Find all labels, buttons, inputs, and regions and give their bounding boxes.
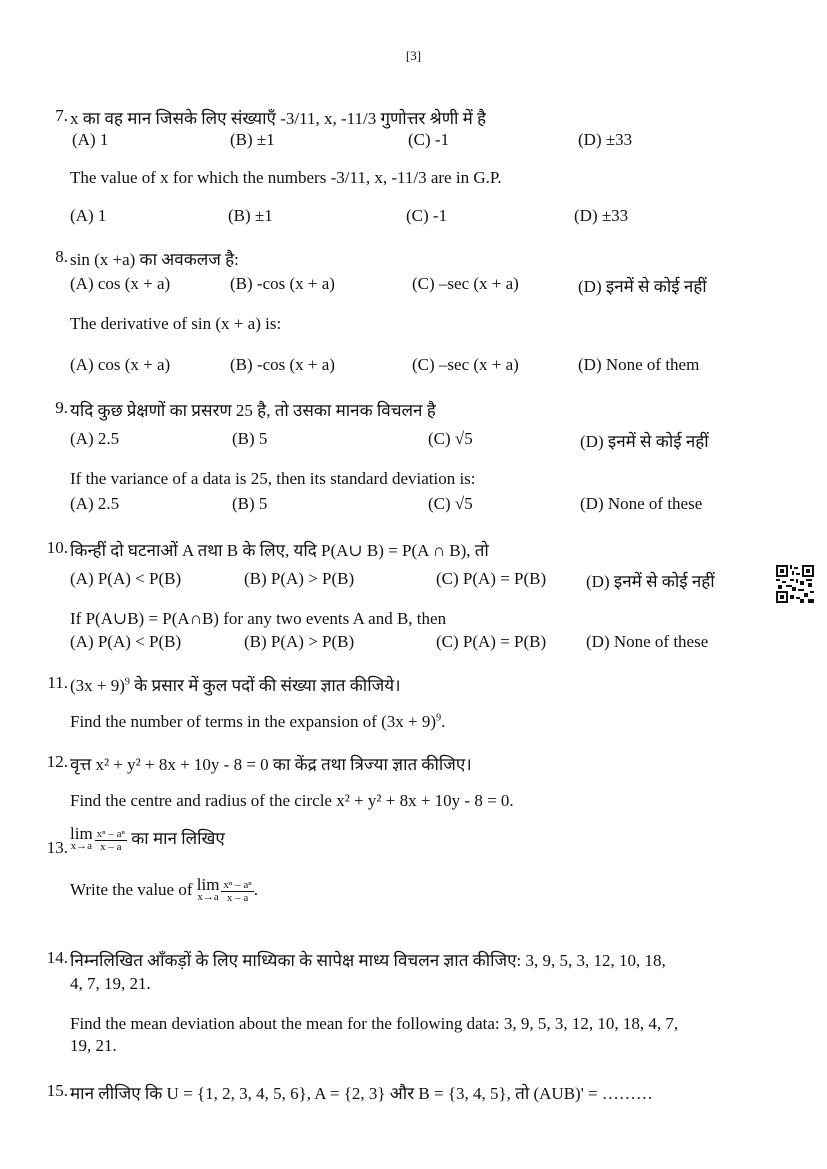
q15-hindi-text: मान लीजिए कि U = {1, 2, 3, 4, 5, 6}, A = {2, 3} और B = {3, 4, 5}, तो (AUB)' = ……… bbox=[70, 1084, 653, 1103]
q9-option-a: (A) 2.5 bbox=[70, 429, 120, 448]
question-number: 10. bbox=[46, 538, 68, 557]
q8-option-a-en: (A) cos (x + a) bbox=[70, 355, 171, 374]
q8-english-text: The derivative of sin (x + a) is: bbox=[70, 314, 282, 333]
q7-option-c: (C) -1 bbox=[408, 130, 450, 149]
q7-option-c-en: (C) -1 bbox=[406, 206, 448, 225]
q14-english-line-1: Find the mean deviation about the mean for the following data: 3, 9, 5, 3, 12, 10, 18, 4, 7, bbox=[70, 1014, 679, 1033]
q7-hindi-text: x का वह मान जिसके लिए संख्याएँ -3/11, x, -11/3 गुणोत्तर श्रेणी में है bbox=[70, 109, 487, 128]
q11-english-text: Find the number of terms in the expansion of $(3x + 9)^9$. bbox=[70, 712, 446, 731]
q12-hindi-text: वृत्त x² + y² + 8x + 10y - 8 = 0 का केंद्र तथा त्रिज्या ज्ञात कीजिए। bbox=[70, 755, 472, 774]
q7-option-d-en: (D) ±33 bbox=[574, 206, 629, 225]
q8-option-b-en: (B) -cos (x + a) bbox=[230, 355, 335, 374]
q9-option-d: (D) इनमें से कोई नहीं bbox=[580, 432, 709, 451]
limit-expression: lim x→a bbox=[70, 824, 93, 853]
q14-hindi-line-2: 4, 7, 19, 21. bbox=[70, 974, 151, 993]
q9-option-c-en: (C) √5 bbox=[428, 494, 473, 513]
q12-english-text: Find the centre and radius of the circle x² + y² + 8x + 10y - 8 = 0. bbox=[70, 791, 514, 810]
fraction: $\frac{\text{xⁿ – aⁿ}}{x - a}$ bbox=[96, 827, 125, 853]
q10-option-a-en: (A) P(A) < P(B) bbox=[70, 632, 182, 651]
question-number: 7. bbox=[55, 106, 68, 125]
q10-option-d: (D) इनमें से कोई नहीं bbox=[586, 572, 715, 591]
fraction: $\frac{\text{xⁿ – aⁿ}}{x - a}$ bbox=[223, 878, 252, 904]
qr-code-icon bbox=[776, 565, 814, 603]
q8-option-d-en: (D) None of them bbox=[578, 355, 700, 374]
q11-hindi-text: $(3x + 9)^9$ के प्रसार में कुल पदों की संख्या ज्ञात कीजिये। bbox=[70, 676, 401, 695]
q9-option-a-en: (A) 2.5 bbox=[70, 494, 120, 513]
question-number: 15. bbox=[46, 1081, 68, 1100]
q8-option-d: (D) इनमें से कोई नहीं bbox=[578, 277, 707, 296]
q8-option-c: (C) –sec (x + a) bbox=[412, 274, 519, 293]
q10-option-c-en: (C) P(A) = P(B) bbox=[436, 632, 547, 651]
q14-hindi-line-1: निम्नलिखित आँकड़ों के लिए माध्यिका के सापेक्ष माध्य विचलन ज्ञात कीजिए: 3, 9, 5, 3, 12, 10, 18, bbox=[70, 951, 666, 970]
question-number: 9. bbox=[55, 398, 68, 417]
q14-english-line-2: 19, 21. bbox=[70, 1036, 117, 1055]
q10-option-a: (A) P(A) < P(B) bbox=[70, 569, 182, 588]
q13-hindi-text: lim x→a $\frac{\text{xⁿ – aⁿ}}{x - a}$ का मान लिखिए bbox=[70, 824, 225, 853]
q10-option-c: (C) P(A) = P(B) bbox=[436, 569, 547, 588]
q7-option-a-en: (A) 1 bbox=[70, 206, 107, 225]
q9-option-b: (B) 5 bbox=[232, 429, 268, 448]
question-number: 14. bbox=[46, 948, 68, 967]
q7-option-a: (A) 1 bbox=[72, 130, 109, 149]
page-number: [3] bbox=[405, 48, 422, 63]
question-number: 13. bbox=[46, 838, 68, 857]
q8-option-b: (B) -cos (x + a) bbox=[230, 274, 335, 293]
q9-option-c: (C) √5 bbox=[428, 429, 473, 448]
q8-option-c-en: (C) –sec (x + a) bbox=[412, 355, 519, 374]
q7-option-b-en: (B) ±1 bbox=[228, 206, 273, 225]
q8-hindi-text: sin (x +a) का अवकलज है: bbox=[70, 250, 239, 269]
q9-hindi-text: यदि कुछ प्रेक्षणों का प्रसरण 25 है, तो उसका मानक विचलन है bbox=[70, 401, 436, 420]
question-number: 8. bbox=[55, 247, 68, 266]
q10-english-text: If P(A∪B) = P(A∩B) for any two events A and B, then bbox=[70, 609, 447, 628]
question-number: 11. bbox=[47, 673, 68, 692]
q7-option-d: (D) ±33 bbox=[578, 130, 633, 149]
limit-expression: lim x→a bbox=[196, 875, 220, 903]
q7-option-b: (B) ±1 bbox=[230, 130, 275, 149]
q13-english-text: Write the value of lim x→a $\frac{\text{xⁿ – aⁿ}}{x - a}$ . bbox=[70, 875, 258, 904]
q7-english-text: The value of x for which the numbers -3/11, x, -11/3 are in G.P. bbox=[70, 168, 502, 187]
q10-option-b-en: (B) P(A) > P(B) bbox=[244, 632, 355, 651]
q8-option-a: (A) cos (x + a) bbox=[70, 274, 171, 293]
q10-hindi-text: किन्हीं दो घटनाओं A तथा B के लिए, यदि P(A∪ B) = P(A ∩ B), तो bbox=[70, 541, 489, 560]
q9-option-b-en: (B) 5 bbox=[232, 494, 268, 513]
q9-option-d-en: (D) None of these bbox=[580, 494, 703, 513]
q9-english-text: If the variance of a data is 25, then its standard deviation is: bbox=[70, 469, 476, 488]
q10-option-d-en: (D) None of these bbox=[586, 632, 709, 651]
q10-option-b: (B) P(A) > P(B) bbox=[244, 569, 355, 588]
question-number: 12. bbox=[46, 752, 68, 771]
